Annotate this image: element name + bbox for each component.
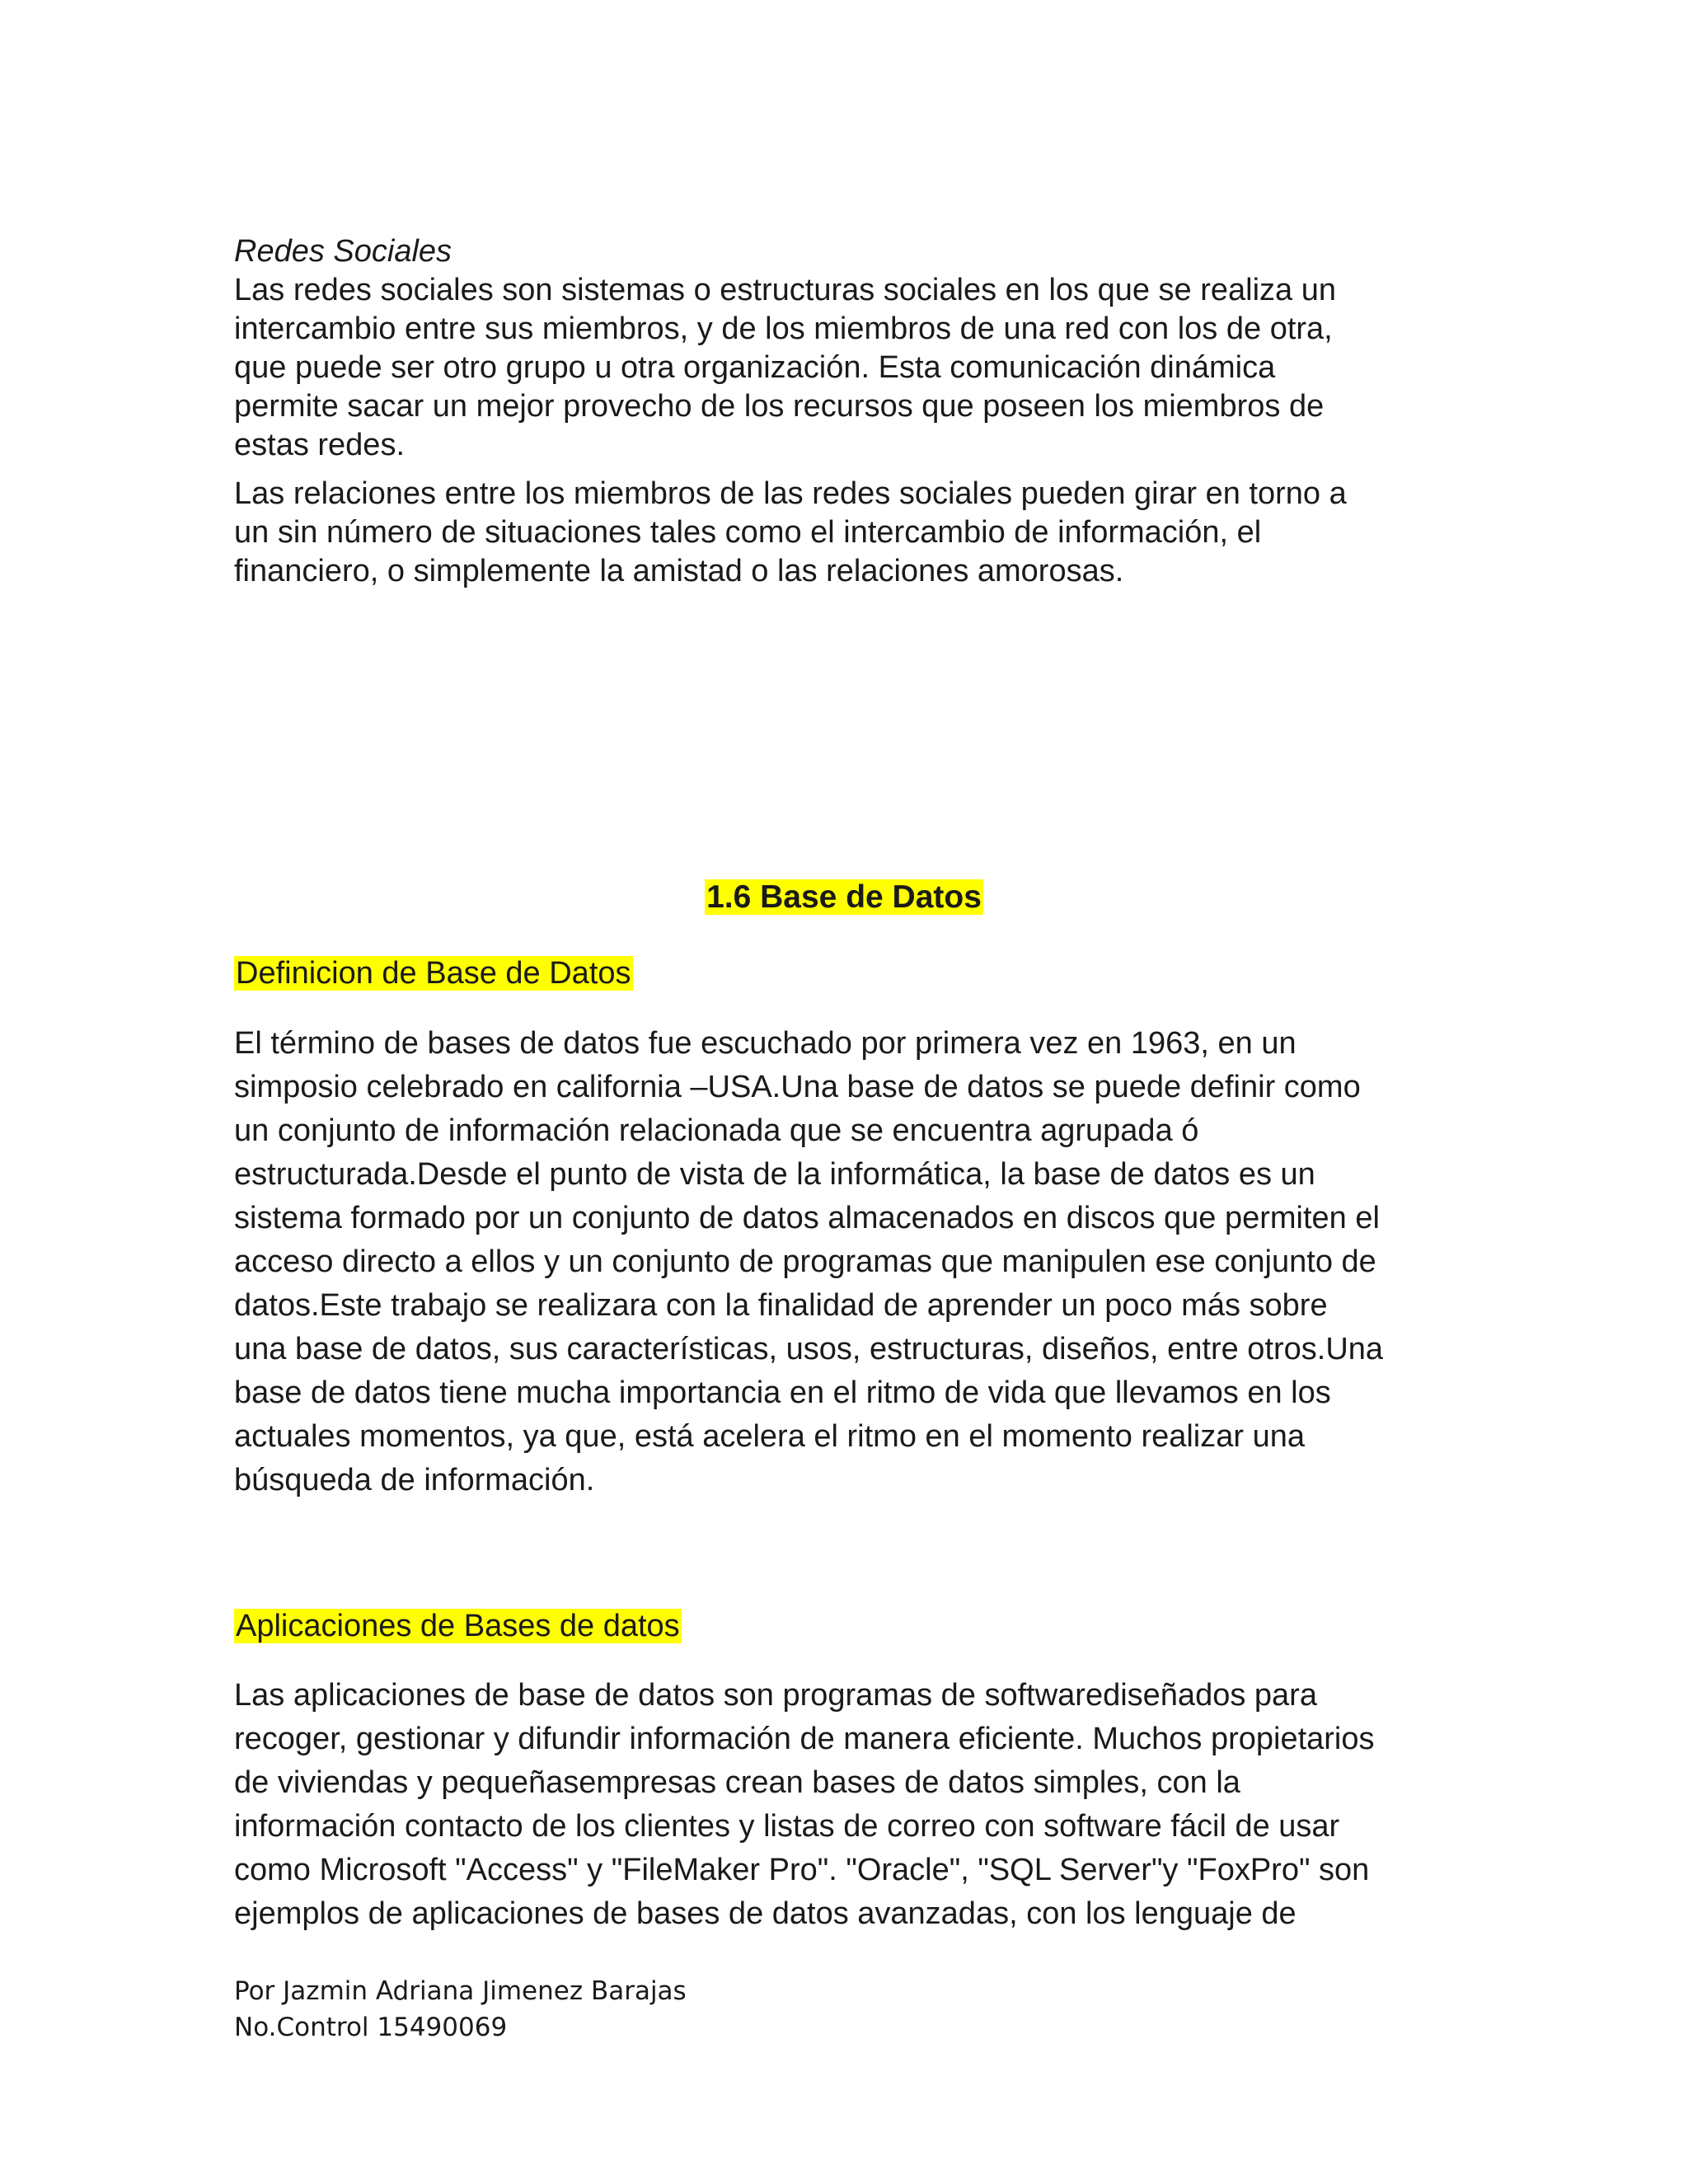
text-line: un conjunto de información relacionada que se encuentra agrupada ó bbox=[234, 1113, 1199, 1148]
text-line: sistema formado por un conjunto de datos almacenados en discos que permiten el bbox=[234, 1201, 1380, 1235]
text-line: que puede ser otro grupo u otra organización. Esta comunicación dinámica bbox=[234, 350, 1276, 385]
text-line: financiero, o simplemente la amistad o las relaciones amorosas. bbox=[234, 554, 1124, 588]
definicion-paragraph bbox=[234, 1022, 1454, 1502]
text-line: El término de bases de datos fue escuchado por primera vez en 1963, en un bbox=[234, 1026, 1296, 1061]
redes-sociales-section bbox=[234, 232, 1454, 591]
text-line: ejemplos de aplicaciones de bases de datos avanzadas, con los lenguaje de bbox=[234, 1896, 1296, 1931]
footer-author: Por Jazmin Adriana Jimenez Barajas bbox=[234, 1976, 687, 2006]
text-line: intercambio entre sus miembros, y de los miembros de una red con los de otra, bbox=[234, 312, 1333, 346]
section-title-text: 1.6 Base de Datos bbox=[706, 879, 982, 915]
redes-sociales-title: Redes Sociales bbox=[234, 234, 452, 269]
text-line: búsqueda de información. bbox=[234, 1463, 595, 1497]
text-line: actuales momentos, ya que, está acelera el ritmo en el momento realizar una bbox=[234, 1419, 1305, 1454]
text-line: un sin número de situaciones tales como el intercambio de información, el bbox=[234, 515, 1262, 550]
text-line: permite sacar un mejor provecho de los recursos que poseen los miembros de bbox=[234, 389, 1325, 424]
text-line: una base de datos, sus características, usos, estructuras, diseños, entre otros.Una bbox=[234, 1332, 1384, 1366]
text-line: Las relaciones entre los miembros de las redes sociales pueden girar en torno a bbox=[234, 476, 1347, 511]
text-line: estas redes. bbox=[234, 428, 405, 462]
text-line: datos.Este trabajo se realizara con la finalidad de aprender un poco más sobre bbox=[234, 1288, 1328, 1323]
text-line: de viviendas y pequeñasempresas crean bases de datos simples, con la bbox=[234, 1765, 1240, 1800]
text-line: Las redes sociales son sistemas o estructuras sociales en los que se realiza un bbox=[234, 273, 1337, 307]
text-line: estructurada.Desde el punto de vista de la informática, la base de datos es un bbox=[234, 1157, 1315, 1192]
redes-sociales-paragraph-1 bbox=[234, 271, 1454, 465]
definicion-heading bbox=[234, 953, 633, 994]
section-title bbox=[0, 877, 1688, 918]
text-line: simposio celebrado en california –USA.Una base de datos se puede definir como bbox=[234, 1070, 1361, 1104]
text-line: como Microsoft "Access" y "FileMaker Pro". "Oracle", "SQL Server"y "FoxPro" son bbox=[234, 1853, 1370, 1887]
aplicaciones-paragraph bbox=[234, 1674, 1454, 1936]
text-line: base de datos tiene mucha importancia en el ritmo de vida que llevamos en los bbox=[234, 1376, 1331, 1410]
page-footer bbox=[234, 1973, 687, 2046]
text-line: acceso directo a ellos y un conjunto de programas que manipulen ese conjunto de bbox=[234, 1244, 1376, 1279]
text-line: información contacto de los clientes y listas de correo con software fácil de usar bbox=[234, 1809, 1340, 1844]
redes-sociales-paragraph-2 bbox=[234, 475, 1454, 591]
footer-control-number: No.Control 15490069 bbox=[234, 2013, 508, 2042]
text-line: recoger, gestionar y difundir información de manera eficiente. Muchos propietarios bbox=[234, 1722, 1375, 1756]
aplicaciones-heading bbox=[234, 1605, 682, 1647]
definicion-heading-text: Definicion de Base de Datos bbox=[236, 956, 631, 991]
text-line: Las aplicaciones de base de datos son programas de softwarediseñados para bbox=[234, 1678, 1317, 1713]
aplicaciones-heading-text: Aplicaciones de Bases de datos bbox=[236, 1609, 680, 1643]
